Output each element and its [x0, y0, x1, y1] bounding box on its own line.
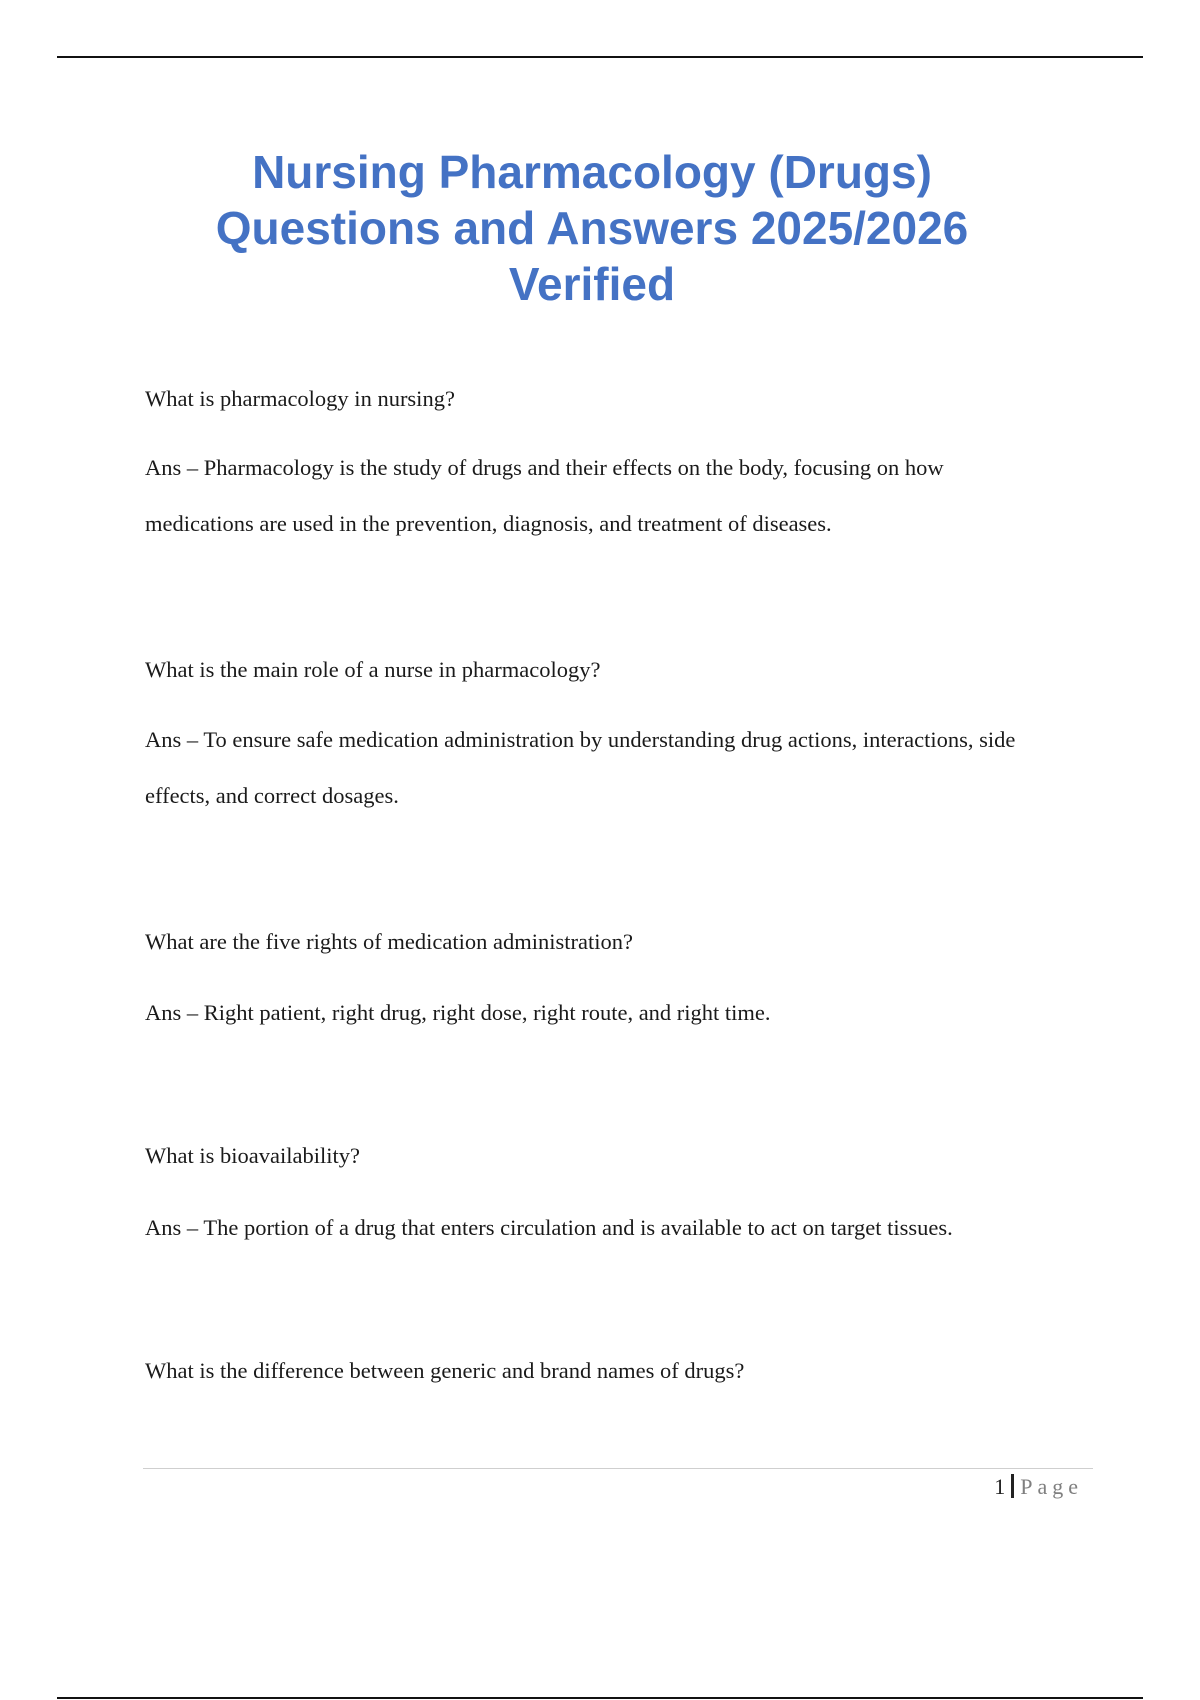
- answer-4: [145, 1213, 1105, 1243]
- page-label: Page: [1020, 1474, 1083, 1499]
- question-1: What is pharmacology in nursing?: [145, 386, 455, 411]
- answer-1: [145, 440, 1105, 552]
- title-line-1: Nursing Pharmacology (Drugs): [252, 146, 932, 198]
- answer-4-line-1: Ans – The portion of a drug that enters circulation and is available to act on target tissues.: [145, 1215, 953, 1240]
- answer-2-line-2: effects, and correct dosages.: [145, 783, 399, 808]
- document-title: [150, 144, 1034, 312]
- bottom-rule: [57, 1697, 1143, 1699]
- page-number: 1: [994, 1474, 1006, 1499]
- answer-3-line-1: Ans – Right patient, right drug, right dose, right route, and right time.: [145, 1000, 771, 1025]
- title-line-2: Questions and Answers 2025/2026: [215, 202, 969, 254]
- header-rule: [57, 56, 1143, 58]
- question-3: What are the five rights of medication administration?: [145, 929, 633, 954]
- question-5: What is the difference between generic and brand names of drugs?: [145, 1358, 745, 1383]
- question-4: What is bioavailability?: [145, 1143, 360, 1168]
- title-line-3: Verified: [508, 258, 676, 310]
- answer-1-line-1: Ans – Pharmacology is the study of drugs and their effects on the body, focusing on how: [145, 455, 944, 480]
- answer-2: [145, 712, 1105, 824]
- answer-2-line-1: Ans – To ensure safe medication administration by understanding drug actions, interactions, side: [145, 727, 1016, 752]
- page-separator: [1011, 1474, 1014, 1498]
- page-footer: [994, 1472, 1083, 1502]
- footer-rule: [143, 1468, 1093, 1469]
- answer-3: [145, 998, 1105, 1028]
- question-2: What is the main role of a nurse in pharmacology?: [145, 657, 601, 682]
- answer-1-line-2: medications are used in the prevention, diagnosis, and treatment of diseases.: [145, 511, 832, 536]
